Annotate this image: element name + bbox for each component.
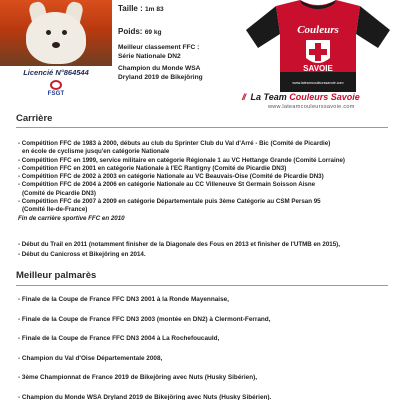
world-champion-line1: Champion du Monde WSA: [118, 65, 201, 72]
palmares-item: - Finale de la Coupe de France FFC DN3 2004 à La Rochefoucauld,: [18, 335, 220, 343]
carriere-line: - Compétition FFC de 2004 à 2006 en catégorie Nationale au CC Villeneuve St Germain Soisson Aisne: [18, 181, 316, 189]
carriere-title: Carrière: [16, 113, 53, 124]
carriere-line: en école de cyclisme jusqu'en catégorie Nationale: [22, 148, 170, 156]
weight-label: Poids:: [118, 27, 143, 36]
team-brand-line: [242, 92, 360, 102]
best-ranking-line2: Série Nationale DN2: [118, 52, 181, 60]
dog-eye-right: [62, 30, 67, 35]
carriere-extra-line: - Début du Trail en 2011 (notamment finisher de la Diagonale des Fous en 2013 et finisher de l'UTMB en 2015),: [18, 241, 340, 248]
palmares-item: - Finale de la Coupe de France FFC DN3 2001 à la Ronde Mayennaise,: [18, 296, 229, 303]
weight-value: 69 kg: [144, 29, 162, 36]
carriere-line: - Compétition FFC en 2001 en catégorie Nationale à l'EC Rantigny (Comité de Picardie DN3): [18, 164, 287, 172]
carriere-line: - Compétition FFC de 2002 à 2003 en catégorie Nationale au VC Beauvais-Oise (Comité de Picardie DN3): [18, 173, 324, 181]
jersey-brand-bottom: SAVOIE: [303, 64, 333, 73]
carriere-line: (Comité de Picardie DN3): [22, 189, 96, 197]
height-value: 1m 83: [144, 6, 164, 13]
carriere-line: - Compétition FFC en 1999, service militaire en catégorie Régionale 1 au VC Hettange Grande (Comité Lorraine): [18, 156, 345, 164]
height-info: [118, 4, 164, 13]
carriere-extra: [18, 240, 390, 259]
team-slashes: //: [242, 92, 246, 102]
dog-head: [26, 12, 86, 64]
palmares-item: - 3ème Championnat de France 2019 de Bikejöring avec Nuts (Husky Sibérien),: [18, 374, 258, 382]
weight-info: [118, 27, 162, 36]
palmares-divider: [16, 285, 388, 286]
fsgt-logo-text: FSGT: [47, 91, 65, 97]
carriere-line: - Compétition FFC de 2007 à 2009 en catégorie Départementale puis 3ème Catégorie au CSM Persan 95: [18, 198, 321, 206]
jersey-url-small: www.lateamcouleurssavoie.com: [292, 81, 344, 85]
carriere-list: [18, 140, 390, 223]
best-ranking-line1: Meilleur classement FFC :: [118, 44, 200, 51]
palmares-item: - Champion du Val d'Oise Départementale 2008,: [18, 354, 163, 362]
dog-eye-left: [46, 30, 51, 35]
dog-nose: [52, 42, 60, 48]
carriere-line: (Comité Ile-de-France): [22, 206, 88, 214]
carriere-line: - Compétition FFC de 1983 à 2000, débuts au club du Sprinter Club du Val d'Arré - Bic (Comité de Picardie): [18, 140, 331, 147]
team-name-accent: Couleurs Savoie: [289, 92, 360, 102]
fsgt-logo: [44, 80, 68, 102]
world-champion-title: [118, 65, 203, 82]
team-name: La Team: [250, 92, 287, 102]
carriere-end-note: Fin de carrière sportive FFC en 2010: [18, 214, 125, 222]
jersey-illustration: [236, 0, 400, 92]
jersey-brand-top: Couleurs: [297, 24, 339, 36]
height-label: Taille :: [118, 4, 143, 13]
palmares-title: Meilleur palmarès: [16, 270, 97, 281]
profile-photo: [0, 0, 112, 66]
licence-number: Licencié N°864544: [23, 68, 89, 77]
world-champion-line2: Dryland 2019 de Bikejöring: [118, 73, 203, 81]
palmares-item: - Finale de la Coupe de France FFC DN3 2003 (montée en DN2) à Clermont-Ferrand,: [18, 315, 271, 323]
best-ranking: [118, 44, 199, 61]
palmares-list: [18, 296, 390, 400]
carriere-extra-line: - Début du Canicross et Bikejöring en 2014.: [18, 250, 146, 258]
fsgt-logo-ring-icon: [50, 80, 62, 90]
team-url: www.lateamcouleurssavoie.com: [268, 104, 355, 110]
carriere-divider: [16, 127, 388, 128]
palmares-item: - Champion du Monde WSA Dryland 2019 de Bikejöring avec Nuts (Husky Sibérien).: [18, 393, 272, 400]
